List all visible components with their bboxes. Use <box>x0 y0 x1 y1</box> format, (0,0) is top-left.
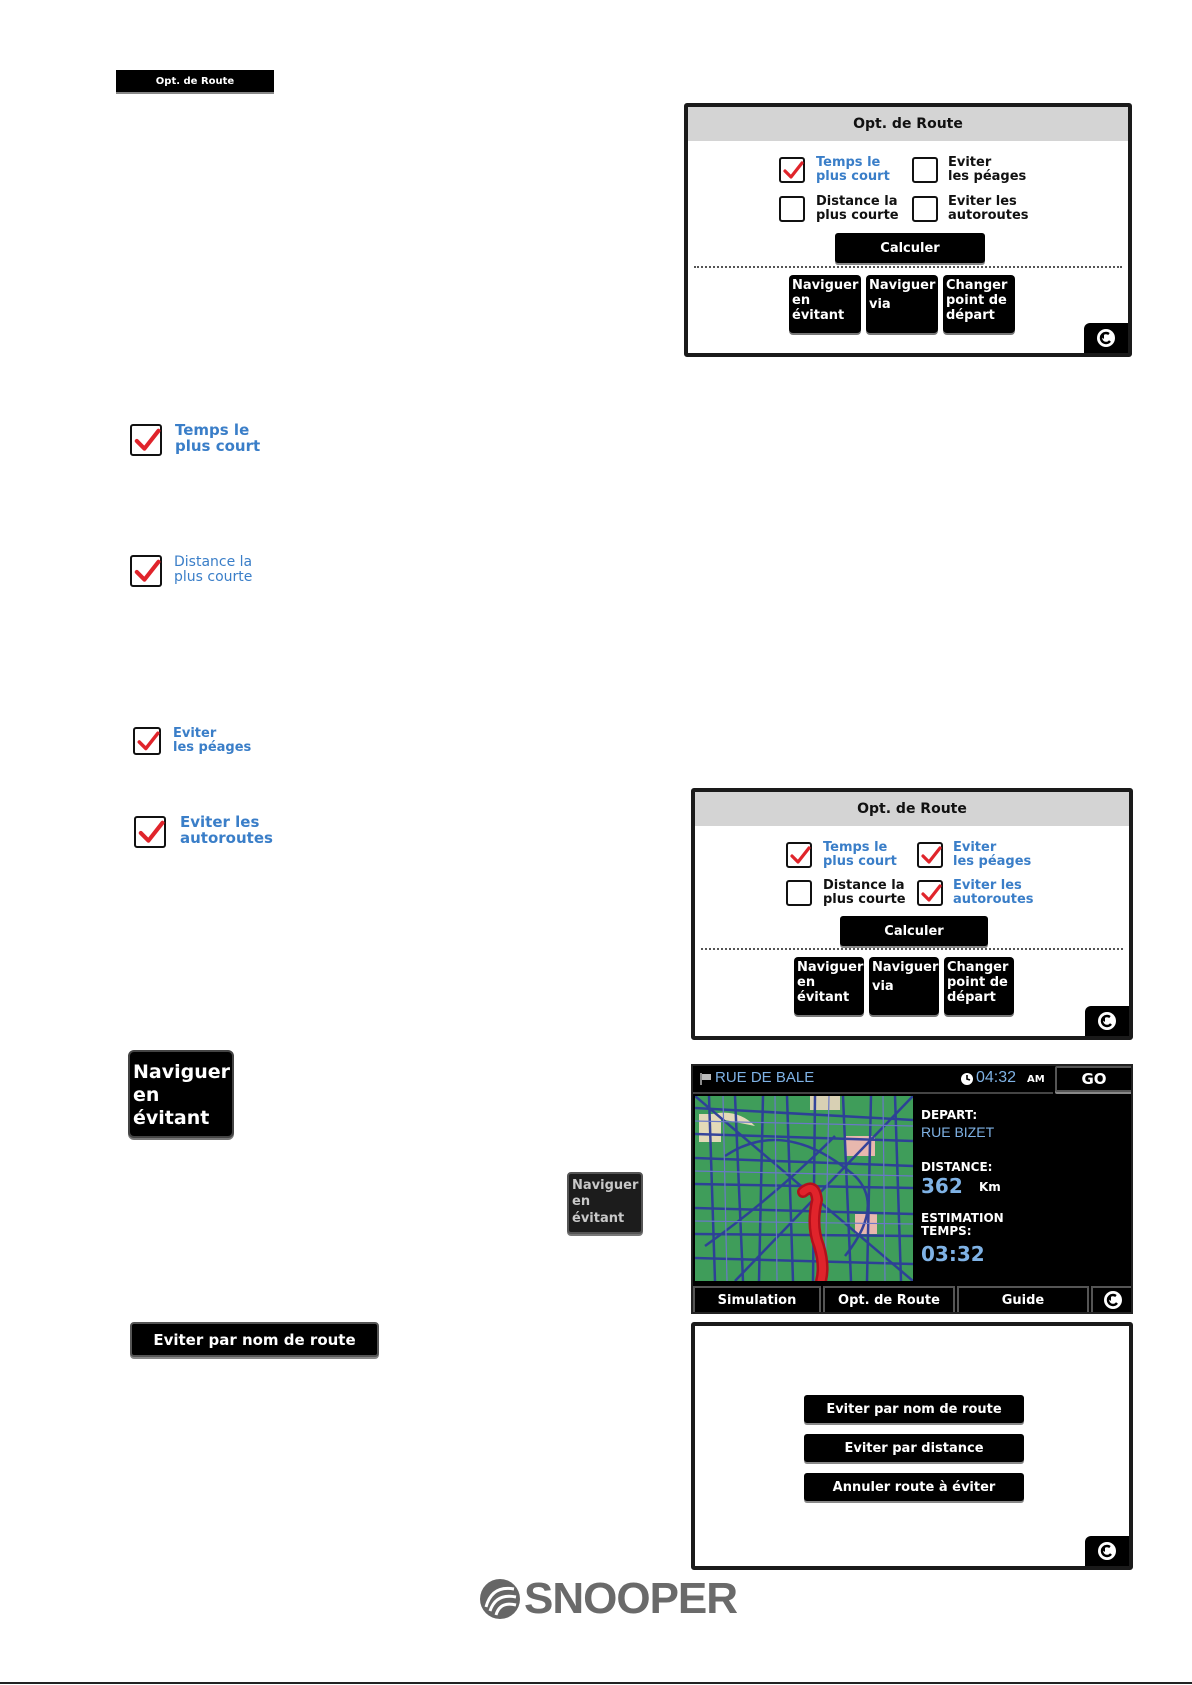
route-options-screen-1 <box>684 103 1132 357</box>
avoid-motorways-label: Eviter les autoroutes <box>953 878 1034 907</box>
back-button[interactable] <box>1085 1536 1129 1566</box>
avoid-tolls-checkbox[interactable] <box>917 842 943 868</box>
cancel-avoid-button[interactable]: Annuler route à éviter <box>804 1473 1024 1501</box>
footer-rule <box>0 1682 1192 1684</box>
avoid-tolls-label: Eviter les péages <box>948 155 1027 184</box>
eta-label: ESTIMATION TEMPS: <box>921 1211 1004 1239</box>
side-fastest-label: Temps le plus court <box>175 421 261 455</box>
check-icon <box>136 730 160 754</box>
avoid-by-road-button[interactable]: Eviter par nom de route <box>804 1395 1024 1423</box>
check-icon <box>133 427 161 455</box>
inline-navigate-avoiding-button: Naviguer en évitant <box>567 1172 643 1234</box>
tab-guide[interactable]: Guide <box>957 1286 1089 1314</box>
calculate-button[interactable]: Calculer <box>840 916 988 946</box>
fastest-label: Temps le plus court <box>823 840 897 869</box>
tab-simulation[interactable]: Simulation <box>693 1286 821 1314</box>
back-arrow-icon <box>1102 1289 1124 1311</box>
depart-value: RUE BIZET <box>921 1124 995 1140</box>
distance-label: DISTANCE: <box>921 1160 993 1174</box>
brand-name: SNOOPER <box>524 1574 738 1623</box>
tab-route-options[interactable]: Opt. de Route <box>823 1286 955 1314</box>
screen-title: Opt. de Route <box>695 792 1129 826</box>
divider <box>701 948 1123 950</box>
navigate-via-button[interactable]: Naviguer via <box>866 275 938 333</box>
avoid-options-screen <box>691 1322 1133 1570</box>
current-time: 04:32 <box>976 1069 1017 1086</box>
eta-value: 03:32 <box>921 1242 985 1266</box>
check-icon <box>133 558 161 586</box>
trip-info-panel <box>917 1096 1131 1281</box>
snooper-logo <box>478 1575 737 1623</box>
side-tolls-checkbox <box>133 727 161 755</box>
side-tolls-label: Eviter les péages <box>173 726 252 755</box>
flag-icon <box>699 1072 713 1086</box>
route-options-screen-2 <box>691 788 1133 1040</box>
clock-icon <box>960 1072 974 1086</box>
check-icon <box>137 819 165 847</box>
map-roads-icon <box>695 1096 913 1281</box>
navigate-avoiding-button[interactable]: Naviguer en évitant <box>789 275 861 333</box>
screen-title: Opt. de Route <box>688 107 1128 141</box>
fastest-checkbox[interactable] <box>786 842 812 868</box>
avoid-motorways-checkbox[interactable] <box>917 880 943 906</box>
snooper-swirl-icon <box>478 1577 522 1621</box>
side-fastest-checkbox <box>130 424 162 456</box>
navigate-avoiding-button[interactable]: Naviguer en évitant <box>794 957 864 1015</box>
distance-value: 362 <box>921 1174 963 1198</box>
side-navigate-avoiding-button: Naviguer en évitant <box>128 1050 234 1138</box>
time-ampm: AM <box>1027 1074 1045 1085</box>
check-icon <box>782 160 804 182</box>
side-shortest-label: Distance la plus courte <box>174 554 253 585</box>
side-avoid-by-road-button: Eviter par nom de route <box>130 1322 379 1357</box>
calculate-button[interactable]: Calculer <box>835 233 985 263</box>
distance-unit: Km <box>979 1180 1001 1194</box>
check-icon <box>789 845 811 867</box>
back-arrow-icon <box>1096 1540 1118 1562</box>
avoid-tolls-label: Eviter les péages <box>953 840 1032 869</box>
back-button[interactable] <box>1085 1006 1129 1036</box>
back-arrow-icon <box>1095 327 1117 349</box>
shortest-label: Distance la plus courte <box>816 194 899 223</box>
avoid-by-distance-button[interactable]: Eviter par distance <box>804 1434 1024 1462</box>
navigate-via-button[interactable]: Naviguer via <box>869 957 939 1015</box>
fastest-label: Temps le plus court <box>816 155 890 184</box>
change-start-button[interactable]: Changer point de départ <box>944 957 1014 1015</box>
back-button[interactable] <box>1084 323 1128 353</box>
avoid-tolls-checkbox[interactable] <box>912 157 938 183</box>
avoid-motorways-label: Eviter les autoroutes <box>948 194 1029 223</box>
go-button[interactable]: GO <box>1055 1066 1133 1092</box>
avoid-motorways-checkbox[interactable] <box>912 196 938 222</box>
shortest-checkbox[interactable] <box>786 880 812 906</box>
route-map <box>695 1096 913 1281</box>
side-motorways-checkbox <box>134 816 166 848</box>
side-motorways-label: Eviter les autoroutes <box>180 813 273 847</box>
change-start-button[interactable]: Changer point de départ <box>943 275 1015 333</box>
back-arrow-icon <box>1096 1010 1118 1032</box>
divider <box>694 266 1122 268</box>
section-tag-route-options: Opt. de Route <box>116 70 274 92</box>
depart-label: DEPART: <box>921 1108 978 1122</box>
check-icon <box>920 883 942 905</box>
shortest-checkbox[interactable] <box>779 196 805 222</box>
top-bar <box>693 1066 1053 1094</box>
fastest-checkbox[interactable] <box>779 157 805 183</box>
back-button[interactable] <box>1091 1286 1133 1314</box>
check-icon <box>920 845 942 867</box>
route-summary-screen <box>691 1064 1133 1314</box>
side-shortest-checkbox <box>130 555 162 587</box>
destination-name: RUE DE BALE <box>715 1069 815 1086</box>
shortest-label: Distance la plus courte <box>823 878 906 907</box>
